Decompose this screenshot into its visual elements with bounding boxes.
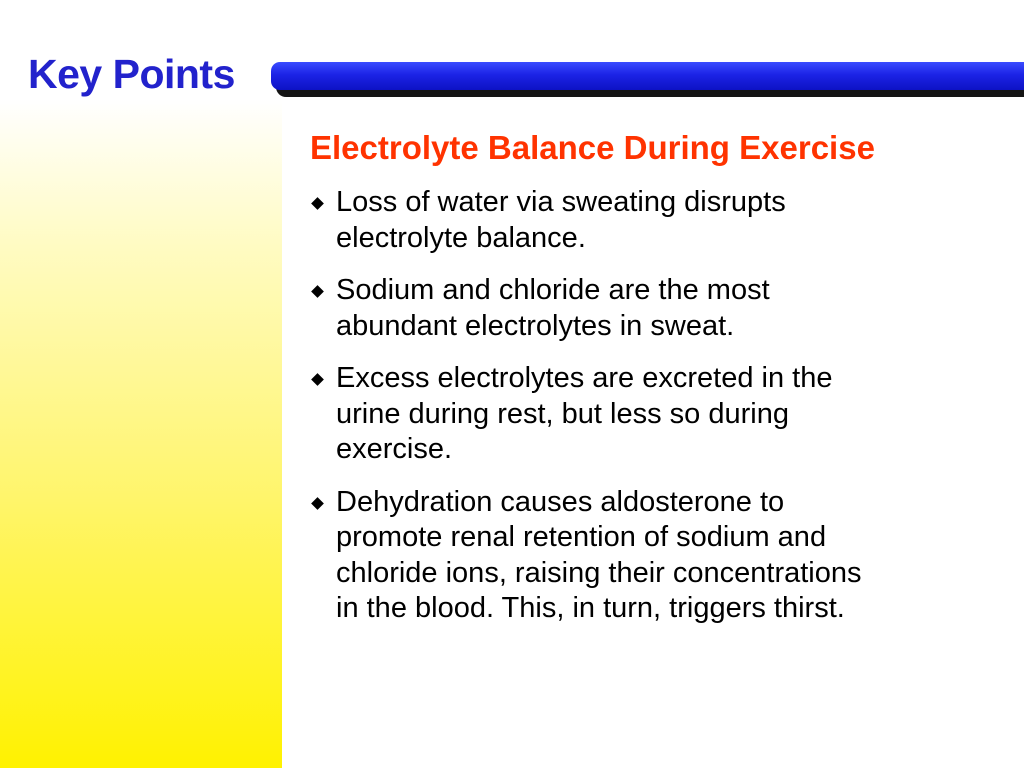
diamond-bullet-icon bbox=[311, 497, 324, 510]
bullet-line: electrolyte balance. bbox=[336, 221, 586, 254]
bullet-line: Dehydration causes aldosterone to bbox=[336, 485, 785, 518]
bullet-item bbox=[310, 361, 976, 468]
bullet-line: chloride ions, raising their concentrations bbox=[336, 556, 862, 589]
bullet-list bbox=[310, 185, 1010, 627]
diamond-bullet-icon bbox=[311, 285, 324, 298]
bullet-line: in the blood. This, in turn, triggers thirst. bbox=[336, 592, 845, 624]
diamond-bullet-icon bbox=[311, 197, 324, 210]
bullet-item bbox=[310, 273, 976, 344]
bullet-line: Excess electrolytes are excreted in the bbox=[336, 362, 833, 394]
slide-subtitle: Electrolyte Balance During Exercise bbox=[310, 129, 875, 166]
slide-title: Key Points bbox=[28, 51, 235, 97]
bullet-line: promote renal retention of sodium and bbox=[336, 521, 827, 553]
bullet-line: urine during rest, but less so during bbox=[336, 397, 789, 430]
side-gradient-panel bbox=[0, 100, 282, 768]
content-area bbox=[310, 128, 1010, 644]
bullet-line: Sodium and chloride are the most bbox=[336, 274, 770, 306]
bullet-line: Loss of water via sweating disrupts bbox=[336, 186, 786, 218]
bullet-item bbox=[310, 185, 976, 256]
bullet-item bbox=[310, 485, 976, 627]
diamond-bullet-icon bbox=[311, 373, 324, 386]
bullet-line: exercise. bbox=[336, 433, 453, 465]
bullet-line: abundant electrolytes in sweat. bbox=[336, 309, 735, 342]
title-bar bbox=[271, 62, 1024, 90]
